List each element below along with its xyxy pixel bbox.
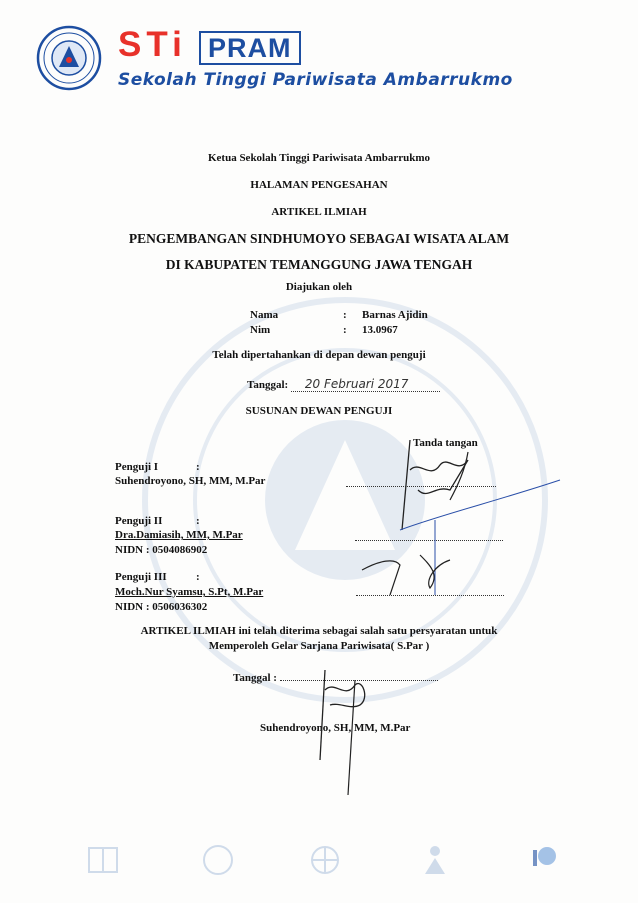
nim-colon: :: [343, 324, 347, 336]
compass-icon: [305, 842, 345, 878]
seal-icon: [198, 842, 238, 878]
nim-value: 13.0967: [362, 324, 398, 336]
acceptance-date-label: Tanggal :: [233, 672, 277, 684]
board-heading: SUSUNAN DEWAN PENGUJI: [245, 405, 393, 417]
title-line-1: PENGEMBANGAN SINDHUMOYO SEBAGAI WISATA ALAM: [128, 231, 510, 246]
examiner-1-title: Penguji I: [115, 461, 159, 473]
chair-line: Ketua Sekolah Tinggi Pariwisata Ambarrukmo: [207, 152, 431, 164]
examiner-2-colon: :: [196, 515, 200, 527]
signature-label: Tanda tangan: [413, 437, 478, 449]
person-icon: [415, 842, 455, 878]
defense-statement: Telah dipertahankan di depan dewan penguji: [212, 349, 426, 361]
college-name: Sekolah Tinggi Pariwisata Ambarrukmo: [118, 70, 513, 90]
examiner-1-name: Suhendroyono, SH, MM, M.Par: [115, 475, 266, 487]
partner-logo-icon: [525, 842, 565, 878]
brand-sti: STi: [118, 25, 187, 64]
examiner-3-name: Moch.Nur Syamsu, S.Pt, M.Par: [115, 586, 264, 598]
examiner-2-nidn: NIDN : 0504086902: [115, 544, 208, 556]
name-colon: :: [343, 309, 347, 321]
name-value: Barnas Ajidin: [362, 309, 428, 321]
name-label: Nama: [250, 309, 279, 321]
examiner-2-title: Penguji II: [115, 515, 163, 527]
acceptance-line-1: ARTIKEL ILMIAH ini telah diterima sebagai salah satu persyaratan untuk: [140, 625, 498, 637]
examiner-3-colon: :: [196, 571, 200, 583]
nim-label: Nim: [250, 324, 271, 336]
college-logo: [36, 25, 102, 91]
defense-date-value: 20 Februari 2017: [291, 377, 440, 392]
title-line-2: DI KABUPATEN TEMANGGUNG JAWA TENGAH: [165, 257, 473, 272]
acceptance-signature: [300, 660, 420, 800]
article-heading: ARTIKEL ILMIAH: [271, 206, 367, 218]
approval-heading: HALAMAN PENGESAHAN: [250, 179, 388, 191]
book-icon: [83, 842, 123, 878]
examiner-2-name: Dra.Damiasih, MM, M.Par: [115, 529, 243, 541]
defense-date-label: Tanggal:: [247, 379, 289, 391]
acceptance-line-2: Memperoleh Gelar Sarjana Pariwisata( S.Par ): [208, 640, 430, 652]
submitted-by: Diajukan oleh: [285, 281, 353, 293]
examiner-3-title: Penguji III: [115, 571, 167, 583]
brand-pram: PRAM: [199, 31, 301, 65]
examiner-3-nidn: NIDN : 0506036302: [115, 601, 208, 613]
examiner-signatures: [340, 430, 600, 600]
examiner-1-colon: :: [196, 461, 200, 473]
defense-date-row: [247, 377, 440, 392]
signer-name: Suhendroyono, SH, MM, M.Par: [260, 722, 411, 734]
